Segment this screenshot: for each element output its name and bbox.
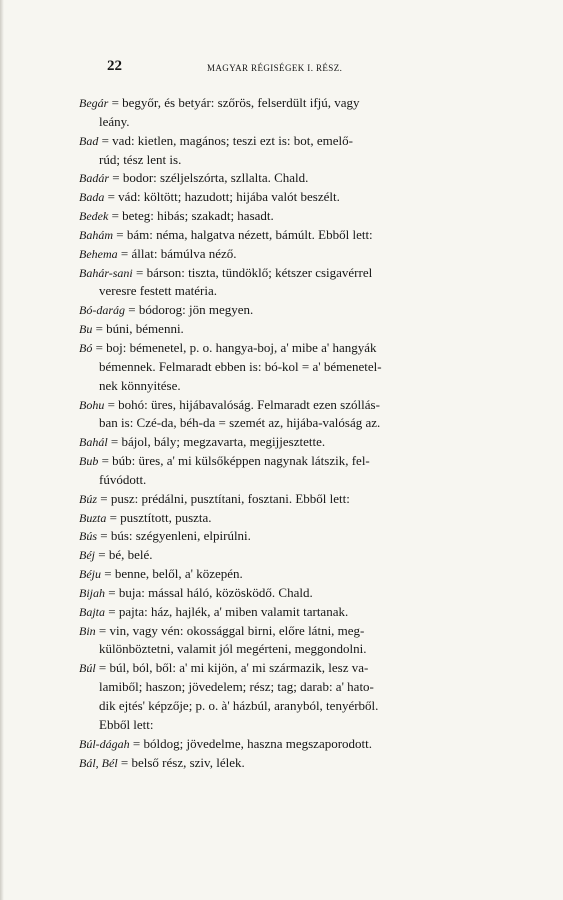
entry-line [79,339,524,358]
definition-text: nek könnyitése. [99,377,181,393]
definition-text: = bódorog: jön megyen. [125,302,254,318]
headword: Bada [79,190,105,205]
headword: Bó [79,340,93,355]
page-edge-shadow [0,0,4,900]
headword: Bedek [79,209,109,224]
definition-text: = bám: néma, halgatva nézett, bámúlt. Ebből lett: [113,226,373,242]
entry-line [79,433,524,452]
headword: Buzta [79,510,107,525]
headword: Bu [79,322,93,337]
entry-continuation-line [79,358,524,377]
page-number: 22 [107,58,122,74]
headword: Bál, Bél [79,755,118,770]
entry-continuation-line [79,113,524,132]
definition-text: = bájol, bály; megzavarta, megijjesztette. [107,434,326,450]
definition-text: = pusz: prédálni, pusztítani, fosztani. Ebből lett: [97,490,350,506]
entry-continuation-line [79,471,524,490]
headword: Bahár-sani [79,265,133,280]
definition-text: = boj: bémenetel, p. o. hangya-boj, a' mibe a' hangyák [92,339,377,355]
definition-text: fúvódott. [99,471,147,487]
definition-text: = buja: mással háló, közösködő. Chald. [105,584,313,600]
definition-text: leány. [99,113,130,129]
headword: Búl-dágah [79,736,130,751]
entry-continuation-line [79,151,524,170]
headword: Behema [79,246,118,261]
entry-continuation-line [79,282,524,301]
entry-line [79,320,524,339]
definition-text: = belső rész, sziv, lélek. [117,754,245,770]
entry-line [79,490,524,509]
running-title: MAGYAR RÉGISÉGEK I. RÉSZ. [207,63,343,73]
definition-text: ban is: Czé-da, béh-da = szemét az, hijába-valóság az. [99,415,381,431]
entry-line [79,396,524,415]
definition-text: = búb: üres, a' mi külsőképpen nagynak látszik, fel- [98,453,370,469]
headword: Begár [79,96,109,110]
entry-line [79,565,524,584]
headword: Béj [79,548,95,563]
headword: Bahám [79,227,113,242]
headword: Bajta [79,604,105,619]
headword: Bad [79,133,99,148]
headword: Bin [79,623,96,638]
entry-continuation-line [79,716,524,735]
definition-text: = pajta: ház, hajlék, a' miben valamit tartanak. [105,603,349,619]
entry-line [79,207,524,226]
headword: Bijah [79,585,105,600]
entry-line [79,754,524,773]
definition-text: = pusztított, puszta. [106,509,212,525]
headword: Bohu [79,397,105,412]
entry-continuation-line [79,697,524,716]
entry-line [79,735,524,754]
entry-line [79,169,524,188]
definition-text: = beteg: hibás; szakadt; hasadt. [108,208,274,224]
definition-text: rúd; tész lent is. [99,151,182,167]
entry-line [79,264,524,283]
entry-line [79,527,524,546]
entry-line [79,546,524,565]
headword: Béju [79,567,101,582]
headword: Búz [79,491,97,506]
headword: Bub [79,454,99,469]
entry-line [79,188,524,207]
definition-text: dik ejtés' képzője; p. o. à' házbúl, aranyból, tenyérből. [99,698,379,713]
definition-text: = bárson: tiszta, tündöklő; kétszer csigavérrel [132,264,373,280]
definition-text: = búni, bémenni. [92,321,184,337]
definition-text: = vád: költött; hazudott; hijába valót beszélt. [104,189,340,205]
entry-line [79,659,524,678]
entry-continuation-line [79,377,524,396]
definition-text: = állat: bámúlva néző. [117,245,237,261]
headword: Bús [79,529,97,544]
entry-line [79,584,524,603]
definition-text: = bóldog; jövedelme, haszna megszaporodott. [129,735,373,751]
headword: Bahál [79,435,108,450]
headword: Búl [79,661,96,676]
dictionary-entries [79,94,524,772]
headword: Bó-darág [79,303,125,318]
headword: Badár [79,171,109,186]
entry-continuation-line [79,414,524,433]
entry-line [79,622,524,641]
entry-continuation-line [79,678,524,697]
entry-line [79,94,524,113]
definition-text: = begyőr, és betyár: szőrös, felserdült ifjú, vagy [108,95,360,110]
definition-text: = búl, ból, ből: a' mi kijön, a' mi származik, lesz va- [95,660,369,676]
definition-text: bémennek. Felmaradt ebben is: bó-kol = a' bémenetel- [99,358,382,374]
definition-text: veresre festett matéria. [99,283,218,299]
entry-line [79,226,524,245]
definition-text: = bé, belé. [95,547,153,563]
definition-text: = vad: kietlen, magános; teszi ezt is: bot, emelő- [98,132,353,148]
definition-text: = bús: szégyenleni, elpirúlni. [97,528,251,544]
entry-line [79,132,524,151]
definition-text: = bodor: széljelszórta, szllalta. Chald. [109,170,309,186]
entry-line [79,509,524,528]
entry-line [79,301,524,320]
entry-line [79,452,524,471]
definition-text: Ebből lett: [99,716,154,732]
entry-continuation-line [79,640,524,659]
definition-text: lamiből; haszon; jövedelem; rész; tag; darab: a' hato- [99,679,374,695]
definition-text: különböztetni, valamit jól megérteni, meggondolni. [99,641,367,657]
definition-text: = bohó: üres, hijábavalóság. Felmaradt ezen szóllás- [104,396,380,412]
page-header [95,58,495,78]
entry-line [79,245,524,264]
definition-text: = benne, belől, a' közepén. [101,566,243,582]
definition-text: = vin, vagy vén: okossággal birni, előre látni, meg- [95,622,365,638]
entry-line [79,603,524,622]
